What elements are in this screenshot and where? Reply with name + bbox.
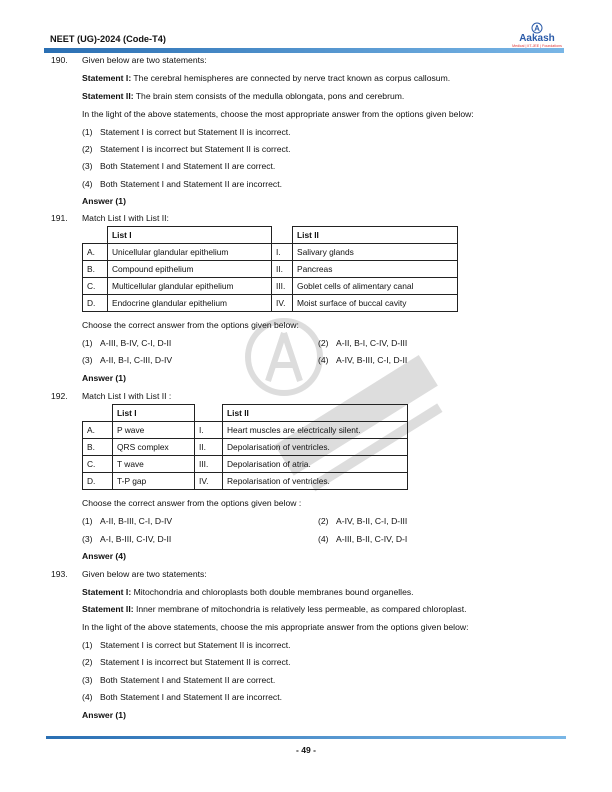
q192-number: 192. [51,391,68,401]
q190-option-2-num: (2) [82,144,93,154]
q190-option-4-num: (4) [82,179,93,189]
q193-option-3-num: (3) [82,675,93,685]
row-key-list2: II. [195,439,223,456]
q193-stem: Given below are two statements: [82,569,207,579]
list-1-header: List I [108,227,272,244]
q190-number: 190. [51,55,68,65]
q193-option-2-num: (2) [82,657,93,667]
row-key-list1: B. [83,439,113,456]
row-value-list1: Multicellular glandular epithelium [108,278,272,295]
row-value-list2: Repolarisation of ventricles. [223,473,408,490]
q191-option-3-num: (3) [82,355,93,365]
row-value-list2: Pancreas [293,261,458,278]
table-row [83,422,408,439]
q191-option-2-text: A-II, B-I, C-IV, D-III [336,338,408,348]
q193-answer: Answer (1) [82,710,126,720]
table-row [83,244,458,261]
table-row [83,456,408,473]
row-key-list1: A. [83,422,113,439]
table-header-row [83,227,458,244]
q191-match-table [82,226,458,312]
row-value-list1: T-P gap [113,473,195,490]
q193-s1-label: Statement I: [82,587,132,597]
header-rule [44,48,564,53]
q193-s1-text: Mitochondria and chloroplasts both double membranes bound organelles. [131,587,414,597]
q192-option-3-num: (3) [82,534,93,544]
q191-option-4-num: (4) [318,355,329,365]
row-value-list2: Heart muscles are electrically silent. [223,422,408,439]
table-row [83,439,408,456]
q191-number: 191. [51,213,68,223]
row-value-list1: P wave [113,422,195,439]
row-key-list2: III. [272,278,293,295]
q192-option-1-num: (1) [82,516,93,526]
table-row [83,473,408,490]
q192-option-1-text: A-II, B-III, C-I, D-IV [100,516,173,526]
table-row [83,295,458,312]
q190-s1-label: Statement I: [82,73,132,83]
table-row [83,261,458,278]
q192-option-3-text: A-I, B-III, C-IV, D-II [100,534,172,544]
q191-answer: Answer (1) [82,373,126,383]
q193-s2-text: Inner membrane of mitochondria is relatively less permeable, as compared chloroplast. [133,604,467,614]
q190-statement-2 [82,91,404,102]
table-header-row [83,405,408,422]
q191-option-3-text: A-II, B-I, C-III, D-IV [100,355,173,365]
row-value-list2: Depolarisation of atria. [223,456,408,473]
row-key-list1: D. [83,473,113,490]
q190-stem: Given below are two statements: [82,55,207,65]
row-key-list2: IV. [272,295,293,312]
page-header [44,30,564,54]
logo-name: Aakash [519,33,555,44]
logo-tagline: Medical | IIT-JEE | Foundations [512,44,562,48]
q193-option-1-num: (1) [82,640,93,650]
q193-option-2-text: Statement I is incorrect but Statement II is correct. [100,657,291,667]
aakash-logo [509,22,565,48]
row-key-list2: I. [272,244,293,261]
q190-s2-label: Statement II: [82,91,134,101]
row-key-list2: IV. [195,473,223,490]
q190-option-4-text: Both Statement I and Statement II are incorrect. [100,179,282,189]
q190-statement-1 [82,73,450,84]
q191-option-1-text: A-III, B-IV, C-I, D-II [100,338,172,348]
footer-rule [46,736,566,739]
q192-instruction: Choose the correct answer from the options given below : [82,498,302,508]
q192-option-4-num: (4) [318,534,329,544]
q190-s2-text: The brain stem consists of the medulla oblongata, pons and cerebrum. [133,91,405,101]
row-key-list2: II. [272,261,293,278]
list-2-header: List II [293,227,458,244]
q192-stem: Match List I with List II : [82,391,172,401]
row-value-list1: Compound epithelium [108,261,272,278]
row-key-list1: B. [83,261,108,278]
q191-option-1-num: (1) [82,338,93,348]
q191-option-2-num: (2) [318,338,329,348]
q192-answer: Answer (4) [82,551,126,561]
q192-option-2-num: (2) [318,516,329,526]
q193-statement-1 [82,587,414,598]
page-number: - 49 - [295,745,317,755]
q193-option-4-text: Both Statement I and Statement II are incorrect. [100,692,282,702]
row-value-list1: T wave [113,456,195,473]
row-key-list1: D. [83,295,108,312]
q190-option-3-text: Both Statement I and Statement II are correct. [100,161,276,171]
q193-option-4-num: (4) [82,692,93,702]
row-value-list1: QRS complex [113,439,195,456]
row-key-list2: III. [195,456,223,473]
q193-option-1-text: Statement I is correct but Statement II is incorrect. [100,640,291,650]
list-1-header: List I [113,405,195,422]
row-value-list1: Unicellular glandular epithelium [108,244,272,261]
row-key-list1: C. [83,278,108,295]
row-value-list1: Endocrine glandular epithelium [108,295,272,312]
q193-statement-2 [82,604,467,615]
q193-option-3-text: Both Statement I and Statement II are correct. [100,675,276,685]
q190-option-1-text: Statement I is correct but Statement II is incorrect. [100,127,291,137]
q192-match-table [82,404,408,490]
q190-option-2-text: Statement I is incorrect but Statement II is correct. [100,144,291,154]
row-value-list2: Moist surface of buccal cavity [293,295,458,312]
q193-instruction: In the light of the above statements, choose the mis appropriate answer from the options given below: [82,622,469,632]
q190-s1-text: The cerebral hemispheres are connected by nerve tract known as corpus callosum. [131,73,451,83]
q191-stem: Match List I with List II: [82,213,169,223]
row-key-list1: C. [83,456,113,473]
q193-s2-label: Statement II: [82,604,134,614]
q190-answer: Answer (1) [82,196,126,206]
q191-instruction: Choose the correct answer from the options given below: [82,320,299,330]
row-value-list2: Goblet cells of alimentary canal [293,278,458,295]
row-value-list2: Salivary glands [293,244,458,261]
q190-option-1-num: (1) [82,127,93,137]
exam-title: NEET (UG)-2024 (Code-T4) [50,34,166,44]
row-key-list1: A. [83,244,108,261]
q193-number: 193. [51,569,68,579]
q190-instruction: In the light of the above statements, choose the most appropriate answer from the options given below: [82,109,474,119]
q192-option-4-text: A-III, B-II, C-IV, D-I [336,534,408,544]
row-value-list2: Depolarisation of ventricles. [223,439,408,456]
q191-option-4-text: A-IV, B-III, C-I, D-II [336,355,408,365]
list-2-header: List II [223,405,408,422]
table-row [83,278,458,295]
row-key-list2: I. [195,422,223,439]
q192-option-2-text: A-IV, B-II, C-I, D-III [336,516,408,526]
q190-option-3-num: (3) [82,161,93,171]
